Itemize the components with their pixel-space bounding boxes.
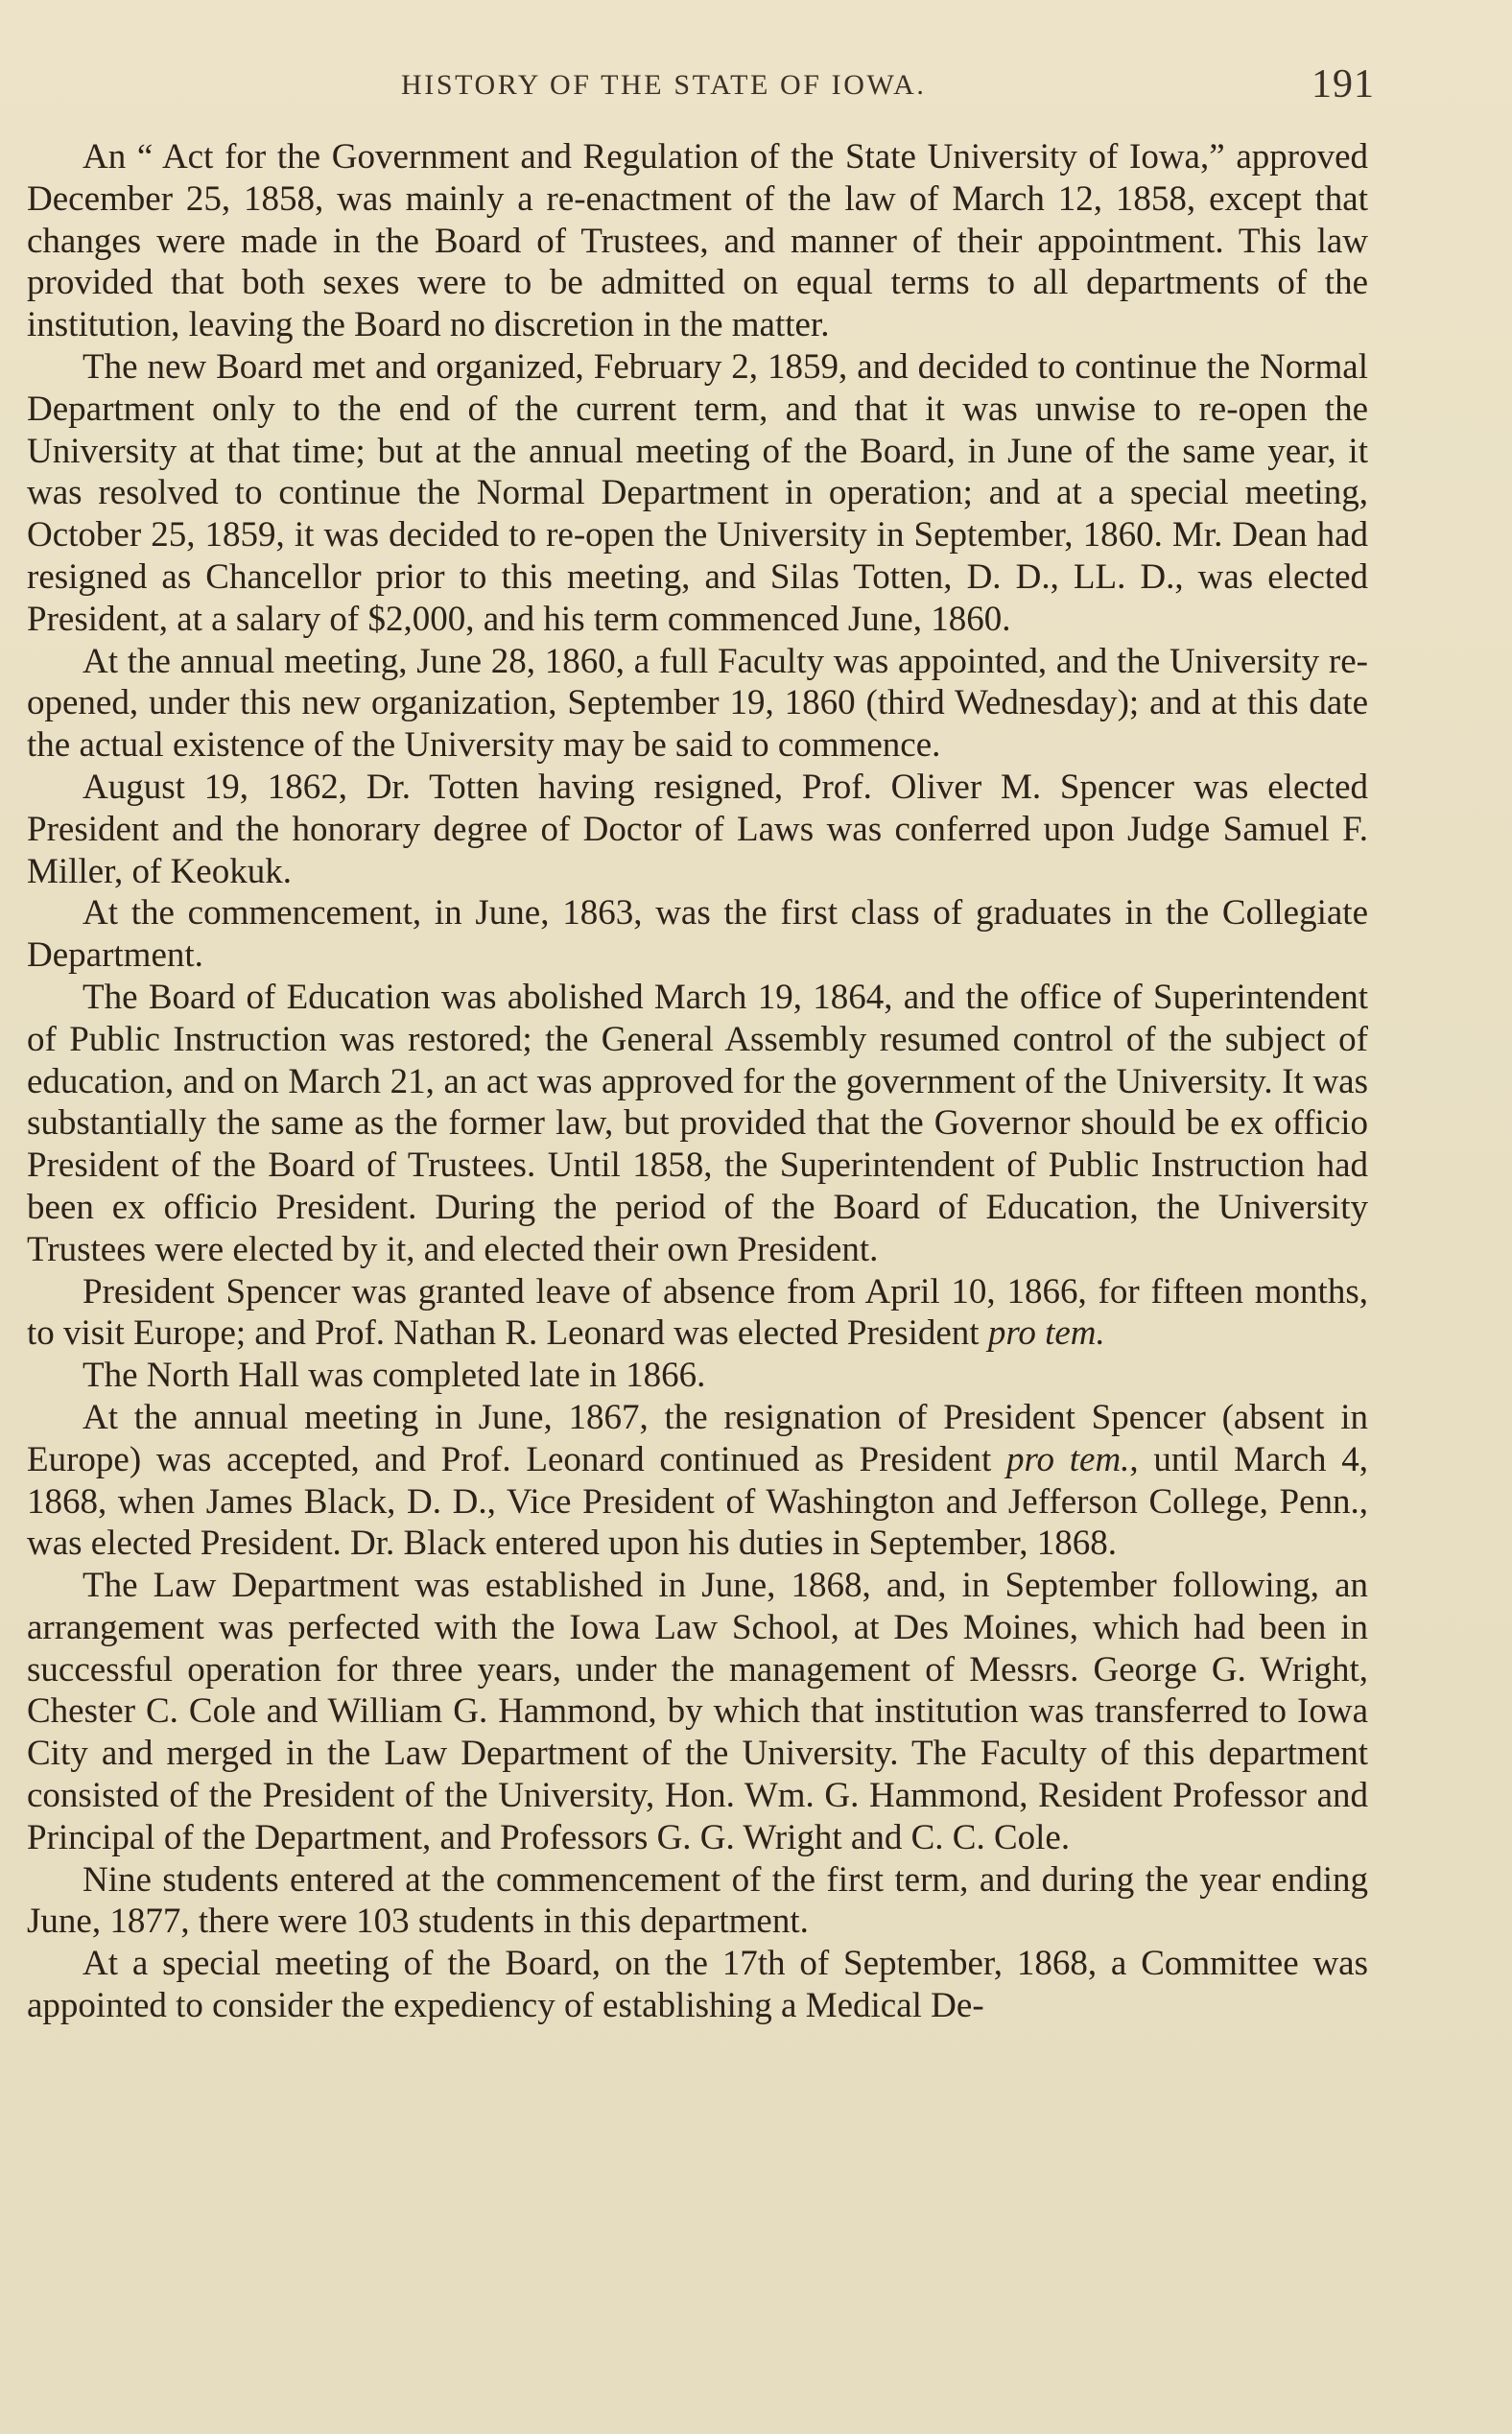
paragraph-black-elected: At the annual meeting in June, 1867, the resignation of President Spencer (absent in Europe) was accepted, and Prof. Leonard continued as President pro tem., until March 4, 1868, when James Black, D. D., Vice President of Washington and Jefferson College, Penn., was elected President. Dr. Black entered upon his duties in September, 1868.	[27, 1397, 1369, 1564]
paragraph-spencer-elected: August 19, 1862, Dr. Totten having resigned, Prof. Oliver M. Spencer was elected President and the honorary degree of Doctor of Laws was conferred upon Judge Samuel F. Miller, of Keokuk.	[27, 767, 1368, 891]
paragraph-medical-committee: At a special meeting of the Board, on the 17th of September, 1868, a Committee was appointed to consider the expediency of establishing a Medical De-	[27, 1944, 1368, 2026]
paragraph-university-act: An “ Act for the Government and Regulation of the State University of Iowa,” approved December 25, 1858, was mainly a re-enactment of the law of March 12, 1858, except that changes were made in the Board of Trustees, and manner of their appointment. This law provided that both sexes were to be admitted on equal terms to all departments of the institution, leaving the Board no discretion in the matter.	[27, 137, 1368, 345]
page-header	[27, 59, 1375, 117]
paragraph-new-board: The new Board met and organized, February 2, 1859, and decided to continue the Normal Department only to the end of the current term, and that it was unwise to re-open the University at that time; but at the annual meeting of the Board, in June of the same year, it was resolved to continue the Normal Department in operation; and at a special meeting, October 25, 1859, it was decided to re-open the University in September, 1860. Mr. Dean had resigned as Chancellor prior to this meeting, and Silas Totten, D. D., LL. D., was elected President, at a salary of $2,000, and his term commenced June, 1860.	[27, 346, 1368, 639]
paragraph-law-department: The Law Department was established in June, 1868, and, in September following, an arrangement was perfected with the Iowa Law School, at Des Moines, which had been in successful operation for three years, under the management of Messrs. George G. Wright, Chester C. Cole and William G. Hammond, by which that institution was transferred to Iowa City and merged in the Law Department of the University. The Faculty of this department consisted of the President of the University, Hon. Wm. G. Hammond, Resident Professor and Principal of the Department, and Professors G. G. Wright and C. C. Cole.	[27, 1566, 1368, 1857]
page-number: 191	[1311, 62, 1375, 106]
paragraph-board-abolished: The Board of Education was abolished March 19, 1864, and the office of Superintendent of Public Instruction was restored; the General Assembly resumed control of the subject of education, and on March 21, an act was approved for the government of the University. It was substantially the same as the former law, but provided that the Governor should be ex officio President of the Board of Trustees. Until 1858, the Superintendent of Public Instruction had been ex officio President. During the period of the Board of Education, the University Trustees were elected by it, and elected their own President.	[27, 977, 1368, 1269]
paragraph-north-hall: The North Hall was completed late in 1866.	[83, 1356, 706, 1396]
paragraph-faculty-appointed: At the annual meeting, June 28, 1860, a full Faculty was appointed, and the University re-opened, under this new organization, September 19, 1860 (third Wednesday); and at this date the actual existence of the University may be said to commence.	[27, 641, 1368, 766]
italic-phrase: pro tem.	[987, 1313, 1105, 1354]
paragraph-law-students: Nine students entered at the commencement of the first term, and during the year ending June, 1877, there were 103 students in this department.	[27, 1859, 1368, 1942]
italic-phrase: pro tem.	[1005, 1439, 1130, 1479]
running-title: HISTORY OF THE STATE OF IOWA.	[401, 69, 927, 101]
paragraph-leave-of-absence: President Spencer was granted leave of absence from April 10, 1866, for fifteen months, to visit Europe; and Prof. Nathan R. Leonard was elected President pro tem.	[27, 1271, 1368, 1354]
body-text	[27, 136, 1368, 2027]
paragraph-first-graduates: At the commencement, in June, 1863, was the first class of graduates in the Collegiate Department.	[27, 893, 1368, 976]
